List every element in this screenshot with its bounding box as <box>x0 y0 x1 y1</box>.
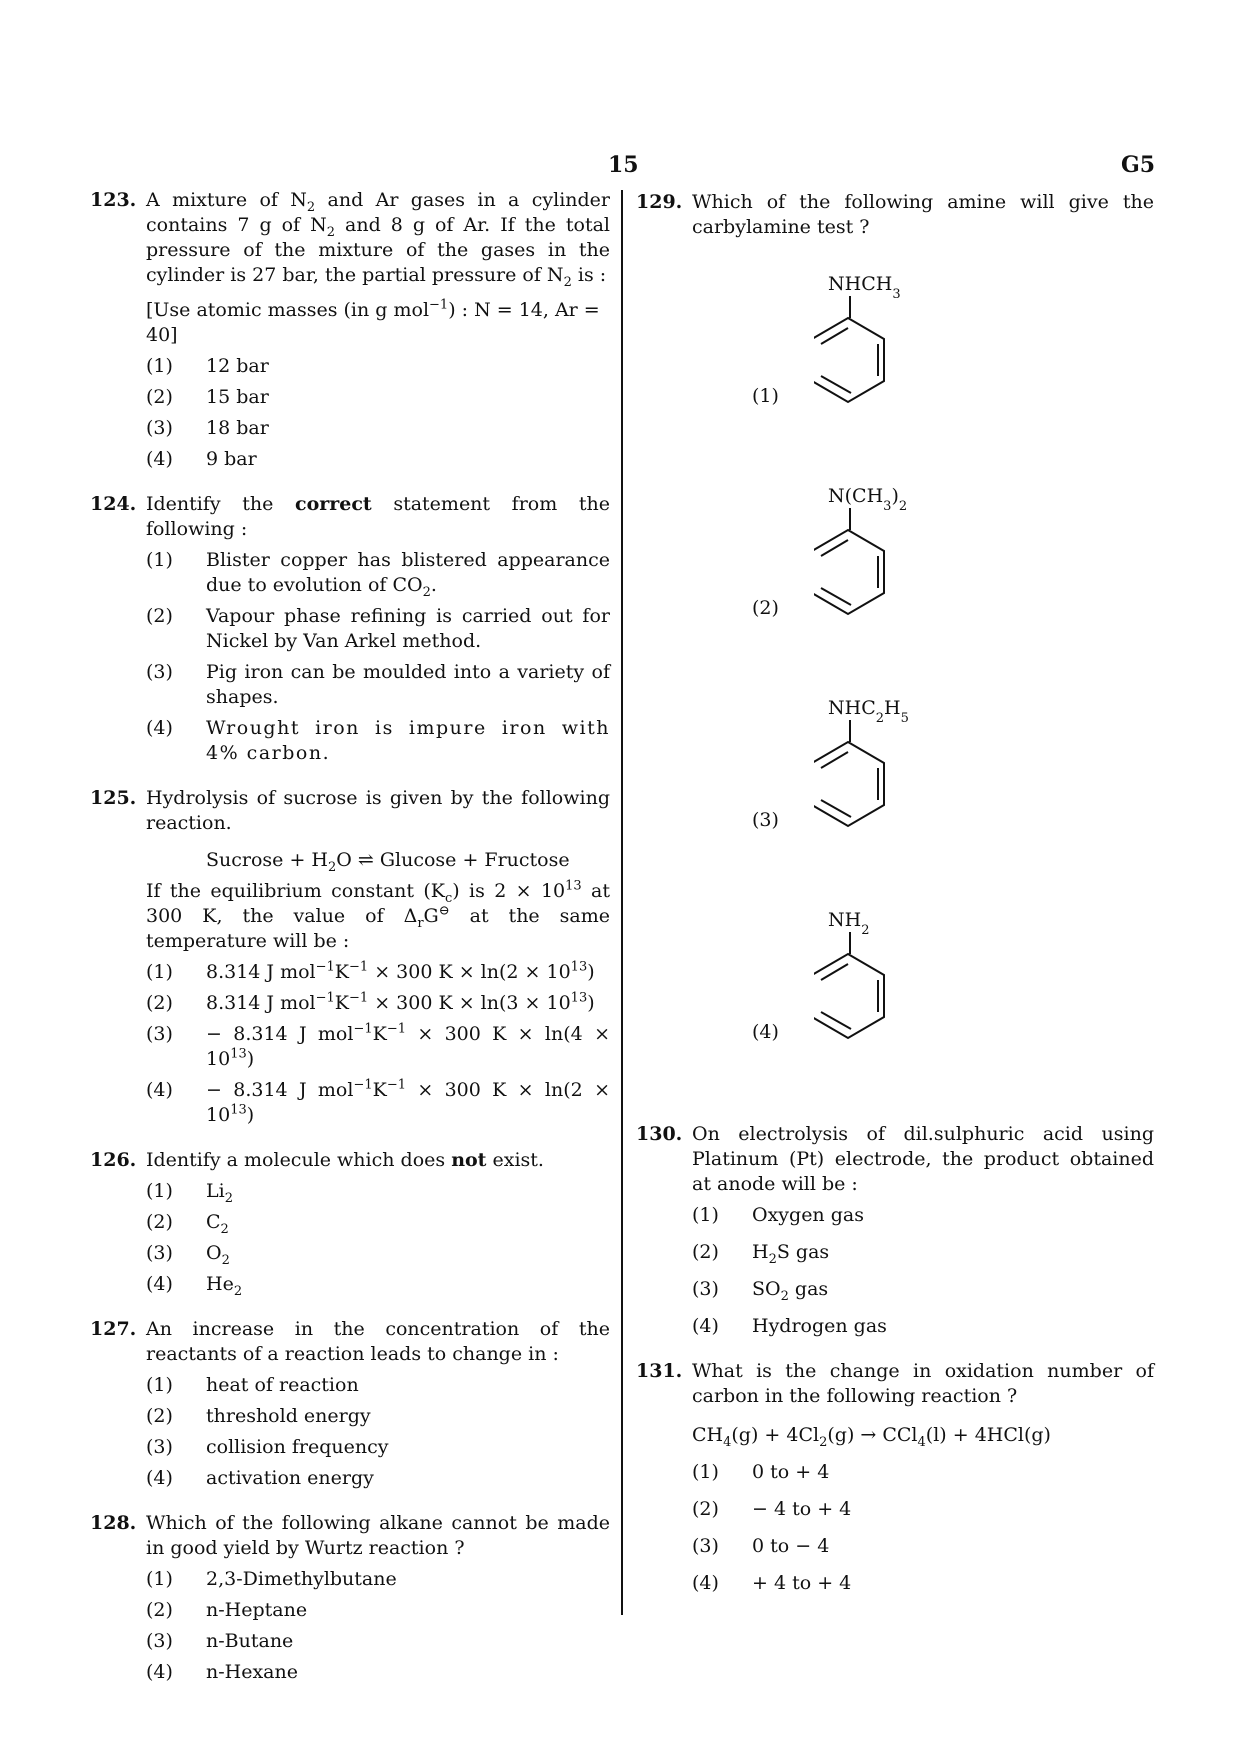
option[interactable]: (2) − 4 to + 4 <box>692 1498 852 1520</box>
question-129 <box>636 190 1154 1102</box>
benzene-structure-icon <box>814 478 1014 678</box>
options <box>692 1203 1154 1339</box>
question-number: 129. <box>636 191 683 213</box>
options <box>146 548 610 766</box>
question-number: 126. <box>90 1149 137 1171</box>
question-statement: If the equilibrium constant $(K_c)$ is $2 \times 10^{13}$ at 300 K, the value of $\Delta_rG^⊖$ at the same temperature will be : <box>146 878 610 952</box>
question-number: 130. <box>636 1123 683 1145</box>
option[interactable]: (3) 18 bar <box>146 417 269 439</box>
question-127 <box>90 1317 610 1491</box>
option[interactable]: (1) Blister copper has blistered appearance due to evolution of $CO_2$. <box>146 549 610 600</box>
svg-text:NH2: $NH_2$ <box>828 909 870 938</box>
page-number: 15 <box>608 152 639 178</box>
question-number: 131. <box>636 1360 683 1382</box>
option[interactable]: (2) $N(CH_3)_2$ <box>692 478 1154 690</box>
option[interactable]: (4) $NH_2$ <box>692 902 1154 1102</box>
question-text: On electrolysis of dil.sulphuric acid using Platinum (Pt) electrode, the product obtained at anode will be : <box>692 1123 1154 1195</box>
question-text: Identify the correct statement from the following : <box>146 493 610 540</box>
benzene-structure-icon <box>814 266 1014 466</box>
question-number: 124. <box>90 493 137 515</box>
option[interactable]: (4) 9 bar <box>146 448 257 470</box>
option[interactable]: (4) activation energy <box>146 1467 374 1489</box>
question-number: 127. <box>90 1318 137 1340</box>
option[interactable]: (2) $C_2$ <box>146 1211 229 1237</box>
option[interactable]: (1) 0 to + 4 <box>692 1461 830 1483</box>
question-text: Hydrolysis of sucrose is given by the following reaction. <box>146 787 610 834</box>
option[interactable]: (4) $He_2$ <box>146 1273 243 1299</box>
option[interactable]: (2) 15 bar <box>146 386 269 408</box>
question-number: 125. <box>90 787 137 809</box>
option[interactable]: (3) 0 to − 4 <box>692 1535 830 1557</box>
option[interactable]: (1) 8.314 J $mol^{-1}K^{-1} \times 300$ $K \times \ln(2 \times 10^{13})$ <box>146 959 595 983</box>
option[interactable]: (1) Oxygen gas <box>692 1204 864 1226</box>
option[interactable]: (4) + 4 to + 4 <box>692 1572 852 1594</box>
options <box>146 1179 610 1297</box>
question-text: Which of the following amine will give the carbylamine test ? <box>692 191 1154 238</box>
options <box>692 1460 1154 1596</box>
reaction-equation: $CH_4(g) + 4Cl_2(g) \to CCl_4(l) + 4HCl(g)$ <box>692 1424 1051 1450</box>
right-column <box>636 190 1154 1616</box>
question-125 <box>90 786 610 1128</box>
option[interactable]: (3) $NHC_2H_5$ <box>692 690 1154 902</box>
question-128 <box>90 1511 610 1685</box>
option[interactable]: (4) − 8.314 J $mol^{-1}K^{-1} \times 300$ $K \times \ln(2 \times 10^{13})$ <box>146 1077 610 1126</box>
option[interactable]: (3) collision frequency <box>146 1436 389 1458</box>
options <box>146 1567 610 1685</box>
svg-text:NHC2H5: $NHC_2H_5$ <box>828 697 909 726</box>
option[interactable]: (2) $H_2S$ gas <box>692 1241 830 1267</box>
svg-text:N(CH3)2: $N(CH_3)_2$ <box>828 485 908 514</box>
paper-code: G5 <box>1121 152 1156 178</box>
question-text: Identify a molecule which does not exist. <box>146 1149 544 1171</box>
question-text: A mixture of $N_2$ and Ar gases in a cylinder contains 7 g of $N_2$ and 8 g of Ar. If the total pressure of the mixture of the gases in the cylinder is 27 bar, the partial pressure of $N_2$ is : <box>146 189 610 290</box>
option[interactable]: (3) $O_2$ <box>146 1242 230 1268</box>
question-text: Which of the following alkane cannot be made in good yield by Wurtz reaction ? <box>146 1512 610 1559</box>
option[interactable]: (1) 12 bar <box>146 355 269 377</box>
option[interactable]: (4) n-Hexane <box>146 1661 298 1683</box>
question-text: An increase in the concentration of the reactants of a reaction leads to change in : <box>146 1318 610 1365</box>
option[interactable]: (1) $NHCH_3$ <box>692 266 1154 478</box>
option[interactable]: (1) $Li_2$ <box>146 1180 233 1206</box>
benzene-structure-icon <box>814 690 1014 890</box>
question-number: 128. <box>90 1512 137 1534</box>
reaction-equation: Sucrose + $H_2O$ ⇌ Glucose + Fructose <box>206 849 570 875</box>
options <box>146 354 610 472</box>
column-divider <box>621 190 623 1615</box>
benzene-structure-icon <box>814 902 1014 1102</box>
option[interactable]: (3) n-Butane <box>146 1630 294 1652</box>
left-column <box>90 188 610 1705</box>
option[interactable]: (4) Hydrogen gas <box>692 1315 887 1337</box>
question-130 <box>636 1122 1154 1339</box>
option[interactable]: (3) − 8.314 J $mol^{-1}K^{-1} \times 300$ $K \times \ln(4 \times 10^{13})$ <box>146 1021 610 1070</box>
option[interactable]: (2) threshold energy <box>146 1405 371 1427</box>
option[interactable]: (1) 2,3-Dimethylbutane <box>146 1568 397 1590</box>
option[interactable]: (4) Wrought iron is impure iron with 4% carbon. <box>146 717 610 764</box>
option[interactable]: (1) heat of reaction <box>146 1374 359 1396</box>
question-126 <box>90 1148 610 1297</box>
options <box>146 960 610 1128</box>
options <box>146 1373 610 1491</box>
option[interactable]: (2) Vapour phase refining is carried out for Nickel by Van Arkel method. <box>146 605 610 652</box>
question-text: What is the change in oxidation number of carbon in the following reaction ? <box>692 1360 1154 1407</box>
option[interactable]: (2) n-Heptane <box>146 1599 308 1621</box>
question-124 <box>90 492 610 766</box>
svg-text:NHCH3: $NHCH_3$ <box>828 273 901 302</box>
question-number: 123. <box>90 189 137 211</box>
question-123 <box>90 188 610 472</box>
question-note: [Use atomic masses (in g mol$^{-1}$) : N = 14, Ar = 40] <box>146 297 600 346</box>
option[interactable]: (3) Pig iron can be moulded into a variety of shapes. <box>146 661 610 708</box>
option[interactable]: (2) 8.314 J $mol^{-1}K^{-1} \times 300$ $K \times \ln(3 \times 10^{13})$ <box>146 990 595 1014</box>
question-131 <box>636 1359 1154 1596</box>
option[interactable]: (3) $SO_2$ gas <box>692 1278 829 1304</box>
